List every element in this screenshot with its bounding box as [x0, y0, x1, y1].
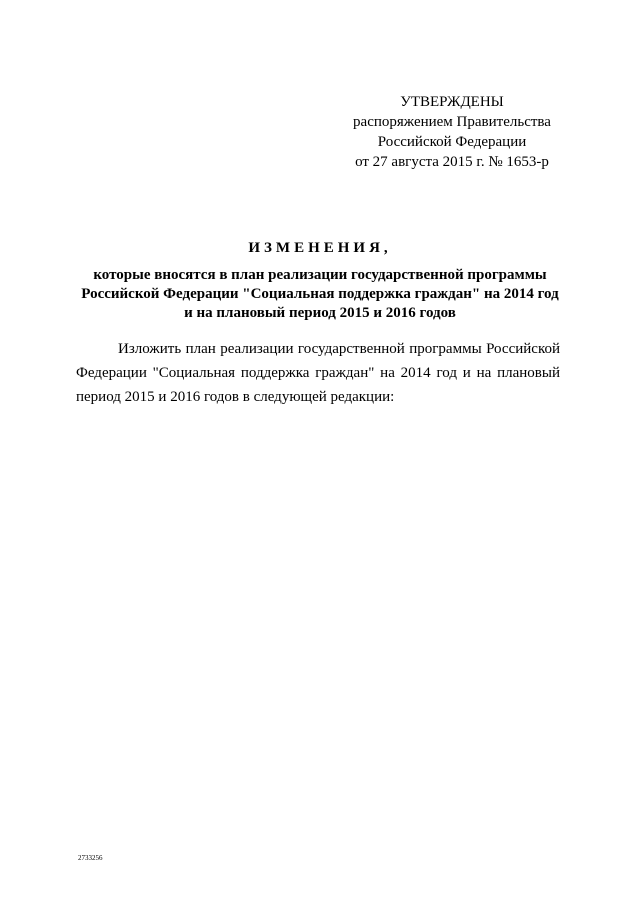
approval-government: Российской Федерации: [377, 134, 527, 150]
document-subtitle: [60, 266, 580, 323]
subtitle-line-3: и на плановый период 2015 и 2016 годов: [184, 305, 456, 321]
body-line-1: Изложить план реализации государственной программы Российской: [118, 341, 560, 357]
document-title: ИЗМЕНЕНИЯ,: [248, 240, 392, 256]
approval-date-number: от 27 августа 2015 г. № 1653-р: [355, 154, 549, 170]
document-code: 2733256: [78, 854, 103, 862]
body-paragraph: [76, 337, 560, 409]
approval-heading: УТВЕРЖДЕНЫ: [400, 94, 504, 110]
subtitle-line-2: Российской Федерации "Социальная поддержка граждан" на 2014 год: [81, 286, 559, 302]
subtitle-line-1: которые вносятся в план реализации государственной программы: [93, 267, 547, 283]
body-line-2: Федерации "Социальная поддержка граждан" на 2014 год и на плановый: [76, 365, 560, 381]
approval-stamp: [340, 92, 564, 172]
body-line-3: период 2015 и 2016 годов в следующей редакции:: [76, 389, 395, 405]
approval-authority: распоряжением Правительства: [353, 114, 551, 130]
